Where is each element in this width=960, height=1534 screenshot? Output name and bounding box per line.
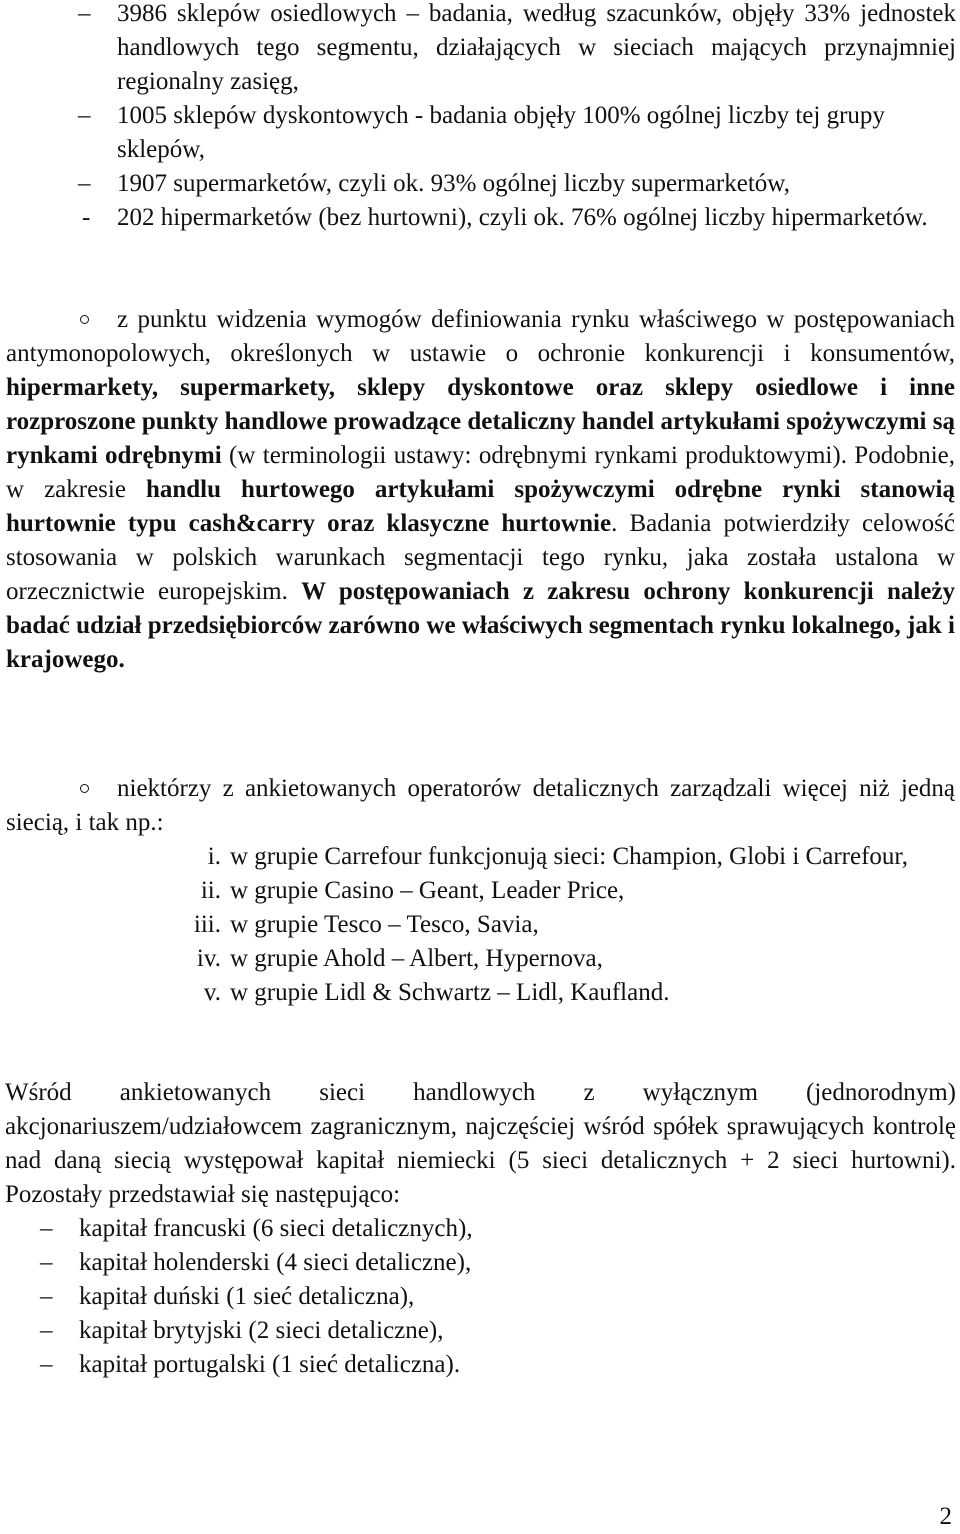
- dash-marker: –: [78, 0, 91, 27]
- market-definition-paragraph: [6, 303, 955, 677]
- list-item: [0, 167, 956, 201]
- dash-marker: –: [40, 1283, 53, 1310]
- list-item: [0, 1314, 956, 1348]
- segment-list: [0, 0, 956, 235]
- para-bold-text: handlu hurtowego artykułami spożywczymi odrębne rynki stanowią hurtownie typu cash&carry oraz klasyczne hurtownie: [6, 476, 955, 537]
- list-item: [0, 1280, 956, 1314]
- list-number: iv.: [196, 945, 221, 972]
- list-item: [0, 976, 956, 1010]
- list-item-text: 1005 sklepów dyskontowych - badania objęły 100% ogólnej liczby tej grupy sklepów,: [117, 102, 885, 163]
- operators-paragraph: [6, 772, 955, 840]
- list-item-text: 3986 sklepów osiedlowych – badania, według szacunków, objęły 33% jednostek handlowych tego segmentu, działających w sieciach mających przynajmniej regionalny zasięg,: [117, 0, 956, 95]
- para-bold-text: hipermarkety, supermarkety, sklepy dyskontowe oraz sklepy osiedlowe i inne rozproszone punkty handlowe prowadzące detaliczny handel artykułami spożywczymi są rynkami odrębnymi: [6, 374, 955, 469]
- list-item-text: w grupie Casino – Geant, Leader Price,: [230, 877, 625, 904]
- para-text: niektórzy z ankietowanych operatorów detalicznych zarządzali więcej niż jedną siecią, i tak np.:: [6, 775, 955, 836]
- list-item-text: w grupie Lidl & Schwartz – Lidl, Kaufland.: [230, 979, 670, 1006]
- list-item: [0, 1348, 956, 1382]
- dash-marker: –: [40, 1317, 53, 1344]
- para-text: z punktu widzenia wymogów definiowania rynku właściwego w postępowaniach antymonopolowych, określonych w ustawie o ochronie konkurencji i konsumentów,: [6, 306, 955, 367]
- list-item-text: kapitał brytyjski (2 sieci detaliczne),: [79, 1317, 444, 1344]
- list-item: [0, 201, 956, 235]
- list-item-text: kapitał holenderski (4 sieci detaliczne),: [79, 1249, 472, 1276]
- page-number: 2: [939, 1503, 952, 1530]
- para-bold-text: W postępowaniach z zakresu ochrony konkurencji należy badać udział przedsiębiorców zarówno we właściwych segmentach rynku lokalnego, jak i krajowego.: [6, 578, 955, 673]
- dash-marker: –: [78, 170, 91, 197]
- list-item-text: 202 hipermarketów (bez hurtowni), czyli ok. 76% ogólnej liczby hipermarketów.: [117, 204, 928, 231]
- para-text: Wśród ankietowanych sieci handlowych z wyłącznym (jednorodnym) akcjonariuszem/udziałowcem zagranicznym, najczęściej wśród spółek sprawujących kontrolę nad daną siecią występował kapitał niemiecki (5 sieci detalicznych + 2 sieci hurtowni). Pozostały przedstawiał się następująco:: [5, 1079, 956, 1208]
- list-item: [0, 874, 956, 908]
- bullet-icon: [80, 784, 89, 793]
- list-item-text: 1907 supermarketów, czyli ok. 93% ogólnej liczby supermarketów,: [117, 170, 790, 197]
- dash-marker: –: [40, 1249, 53, 1276]
- list-number: v.: [203, 979, 221, 1006]
- list-item: [0, 840, 956, 874]
- list-item-text: w grupie Carrefour funkcjonują sieci: Champion, Globi i Carrefour,: [230, 843, 908, 870]
- list-number: ii.: [200, 877, 221, 904]
- list-item: [0, 942, 956, 976]
- capital-list: [0, 1212, 956, 1382]
- dash-marker: –: [78, 102, 91, 129]
- list-item-text: kapitał francuski (6 sieci detalicznych),: [79, 1215, 473, 1242]
- para-text: . Badania potwierdziły celowość stosowania w polskich warunkach segmentacji tego rynku, jaka została ustalona w orzecznictwie europejskim.: [6, 510, 955, 605]
- list-item: [0, 99, 956, 167]
- list-item-text: kapitał duński (1 sieć detaliczna),: [79, 1283, 415, 1310]
- bullet-icon: [80, 315, 89, 324]
- list-item: [0, 1246, 956, 1280]
- list-number: i.: [207, 843, 221, 870]
- dash-marker: –: [40, 1215, 53, 1242]
- dash-marker: -: [82, 204, 91, 231]
- capital-paragraph: [5, 1076, 956, 1212]
- list-item: [0, 0, 956, 99]
- list-item: [0, 908, 956, 942]
- list-number: iii.: [193, 911, 221, 938]
- para-text: (w terminologii ustawy: odrębnymi rynkami produktowymi). Podobnie, w zakresie: [6, 442, 955, 503]
- list-item: [0, 1212, 956, 1246]
- list-item-text: w grupie Tesco – Tesco, Savia,: [230, 911, 539, 938]
- groups-list: [0, 840, 956, 1010]
- list-item-text: w grupie Ahold – Albert, Hypernova,: [230, 945, 603, 972]
- dash-marker: –: [40, 1351, 53, 1378]
- list-item-text: kapitał portugalski (1 sieć detaliczna).: [79, 1351, 461, 1378]
